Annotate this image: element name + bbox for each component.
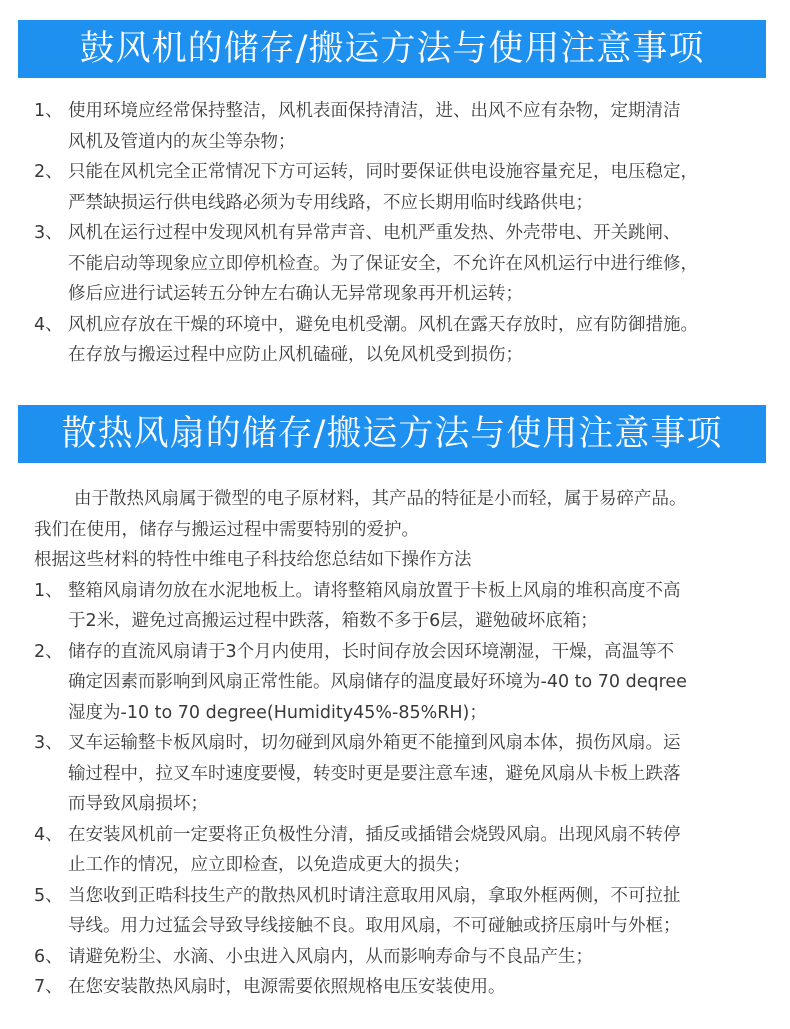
list-item [34, 728, 774, 820]
item-line: 严禁缺损运行供电线路必须为专用线路，不应长期用临时线路供电； [68, 192, 593, 213]
item-number: 3、 [34, 223, 63, 243]
list-item [34, 576, 774, 637]
item-line: 止工作的情况，应立即检查，以免造成更大的损失； [68, 855, 471, 875]
item-number: 3、 [34, 733, 63, 753]
item-line: 修后应进行试运转五分钟左右确认无异常现象再开机运转； [68, 284, 523, 304]
item-number: 4、 [34, 314, 63, 335]
item-line: 不能启动等现象应立即停机检查。为了保证安全，不允许在风机运行中进行维修， [68, 253, 698, 274]
section1-title: 鼓风机的储存/搬运方法与使用注意事项 [18, 20, 766, 78]
item-line: 湿度为-10 to 70 degree(Humidity45%-85%RH)； [68, 702, 487, 723]
item-line: 在存放与搬运过程中应防止风机磕碰，以免风机受到损伤； [68, 345, 523, 365]
item-number: 1、 [34, 580, 63, 601]
intro-line: 由于散热风扇属于微型的电子原材料，其产品的特征是小而轻，属于易碎产品。 [74, 489, 687, 509]
item-number: 1、 [34, 101, 63, 121]
item-line: 使用环境应经常保持整洁，风机表面保持清洁，进、出风不应有杂物，定期清洁 [68, 101, 681, 121]
list-item [34, 157, 774, 218]
item-line: 叉车运输整卡板风扇时，切勿碰到风扇外箱更不能撞到风扇本体，损伤风扇。运 [68, 733, 681, 753]
item-line: 储存的直流风扇请于3个月内使用，长时间存放会因环境潮湿，干燥，高温等不 [68, 641, 675, 662]
item-line: 确定因素而影响到风扇正常性能。风扇储存的温度最好环境为-40 to 70 deqree [68, 672, 687, 692]
list-item [34, 218, 774, 310]
item-line: 风机应存放在干燥的环境中，避免电机受潮。风机在露天存放时，应有防御措施。 [68, 314, 698, 335]
item-line: 整箱风扇请勿放在水泥地板上。请将整箱风扇放置于卡板上风扇的堆积高度不高 [68, 580, 681, 601]
item-number: 6、 [34, 946, 63, 967]
intro-line: 我们在使用，储存与搬运过程中需要特别的爱护。 [34, 519, 419, 540]
intro-line: 根据这些材料的特性中维电子科技给您总结如下操作方法 [34, 550, 472, 570]
item-number: 2、 [34, 162, 63, 182]
item-line: 风机在运行过程中发现风机有异常声音、电机严重发热、外壳带电、开关跳闸、 [68, 223, 681, 243]
list-item [34, 310, 774, 371]
item-number: 4、 [34, 824, 63, 845]
item-line: 请避免粉尘、水滴、小虫进入风扇内，从而影响寿命与不良品产生； [68, 946, 593, 967]
list-item [34, 942, 774, 973]
list-item [34, 637, 774, 729]
item-number: 5、 [34, 885, 63, 906]
list-item [34, 820, 774, 881]
section2-content [34, 484, 774, 1003]
item-line: 而导致风扇损坏； [68, 794, 208, 814]
list-item [34, 881, 774, 942]
item-line: 在安装风机前一定要将正负极性分清，插反或插错会烧毁风扇。出现风扇不转停 [68, 824, 681, 845]
list-item [34, 972, 774, 1003]
item-number: 2、 [34, 641, 63, 662]
item-number: 7、 [34, 977, 63, 997]
item-line: 当您收到正晧科技生产的散热风机时请注意取用风扇，拿取外框两侧，不可拉扯 [68, 885, 681, 906]
item-line: 只能在风机完全正常情况下方可运转，同时要保证供电设施容量充足，电压稳定， [68, 162, 698, 182]
section1-list [34, 96, 774, 371]
section2-title: 散热风扇的储存/搬运方法与使用注意事项 [18, 405, 766, 463]
item-line: 导线。用力过猛会导致导线接触不良。取用风扇，不可碰触或挤压扇叶与外框； [68, 916, 681, 936]
item-line: 输过程中，拉叉车时速度要慢，转变时更是要注意车速，避免风扇从卡板上跌落 [68, 763, 681, 784]
item-line: 风机及管道内的灰尘等杂物； [68, 131, 296, 152]
item-line: 在您安装散热风扇时，电源需要依照规格电压安装使用。 [68, 977, 506, 997]
list-item [34, 96, 774, 157]
item-line: 于2米，避免过高搬运过程中跌落，箱数不多于6层，避勉破坏底箱； [68, 611, 598, 631]
